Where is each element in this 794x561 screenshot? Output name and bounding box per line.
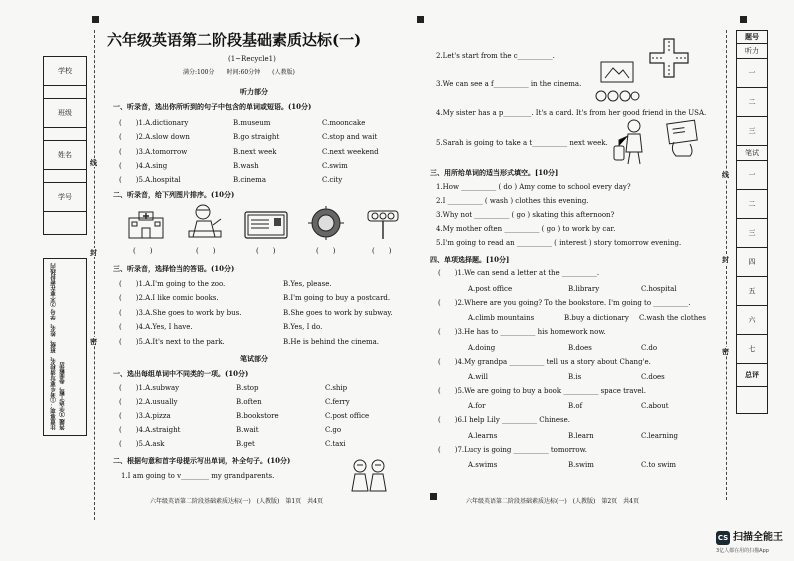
choice-row[interactable]: ( )2.A.slow down (119, 133, 190, 141)
option-c: C.ferry (325, 398, 350, 406)
written-heading: 笔试部分 (240, 354, 268, 363)
option-b: B.bookstore (236, 412, 279, 420)
info-label-class: 班级 (43, 98, 87, 128)
info-label-id: 学号 (43, 182, 87, 212)
fill-sentence[interactable]: 5.Sarah is going to take a t__________ next week. (436, 139, 608, 147)
postcard-icon (244, 211, 288, 239)
option-c: C.wash the clothes (639, 314, 706, 322)
corner-mark (417, 16, 424, 23)
option-b: B.He is behind the cinema. (283, 338, 380, 346)
corner-mark (740, 16, 747, 23)
option-b: B.swim (568, 461, 594, 469)
total-score-field[interactable] (736, 386, 768, 414)
choice-row[interactable]: ( )3.A.She goes to work by bus. (119, 309, 242, 317)
option-a: A.climb mountains (468, 314, 535, 322)
seal-line-right (726, 30, 727, 500)
seal-char: 密 (722, 347, 729, 356)
mc-question[interactable]: ( )7.Lucy is going __________ tomorrow. (438, 446, 587, 454)
score-row-label: 听力 (736, 43, 768, 59)
section-7-title: 四、单项选择题。[10分] (430, 255, 510, 264)
picture-answer-bracket[interactable]: ( ) (196, 247, 216, 255)
choice-row[interactable]: ( )1.A.subway (119, 384, 180, 392)
picture-answer-bracket[interactable]: ( ) (256, 247, 276, 255)
choice-row[interactable]: ( )2.A.I like comic books. (119, 294, 219, 302)
mc-question[interactable]: ( )1.We can send a letter at the __________. (438, 269, 600, 277)
option-b: B.library (568, 285, 600, 293)
grandparents-icon (347, 457, 391, 493)
choice-row[interactable]: ( )3.A.tomorrow (119, 148, 188, 156)
crossroads-icon (649, 38, 689, 78)
option-c: C.post office (325, 412, 370, 420)
fill-sentence[interactable]: 5.I'm going to read an __________ ( interest ) story tomorrow evening. (436, 239, 682, 247)
option-b: B.Yes, please. (283, 280, 332, 288)
choice-row[interactable]: ( )1.A.dictionary (119, 119, 189, 127)
seal-char: 封 (722, 255, 729, 264)
option-b: B.does (568, 344, 592, 352)
option-b: B.often (236, 398, 262, 406)
mc-question[interactable]: ( )3.He has to __________ his homework now. (438, 328, 606, 336)
option-b: B.is (568, 373, 582, 381)
option-b: B.stop (236, 384, 259, 392)
option-a: A.for (468, 402, 486, 410)
choice-row[interactable]: ( )5.A.hospital (119, 176, 181, 184)
option-c: C.swim (322, 162, 348, 170)
score-row-label: 四 (736, 247, 768, 277)
option-c: C.learning (641, 432, 678, 440)
option-b: B.museum (233, 119, 271, 127)
mc-question[interactable]: ( )6.I help Lily __________ Chinese. (438, 416, 570, 424)
option-b: B.wait (236, 426, 259, 434)
option-a: A.doing (468, 344, 496, 352)
scanner-logo-icon: CS (716, 531, 730, 545)
option-a: A.swims (468, 461, 498, 469)
seal-char: 线 (722, 170, 729, 179)
fill-sentence[interactable]: 1.I am going to v________ my grandparents. (121, 472, 275, 480)
mooncake-icon (306, 205, 346, 241)
name-field[interactable] (43, 168, 87, 183)
option-a: A.will (468, 373, 488, 381)
option-b: B.learn (568, 432, 594, 440)
choice-row[interactable]: ( )5.A.ask (119, 440, 165, 448)
corner-mark (430, 493, 437, 500)
option-b: B.go straight (233, 133, 280, 141)
section-1-title: 一、听录音，选出你所听到的句子中包含的单词或短语。(10分) (113, 102, 312, 111)
option-b: B.of (568, 402, 583, 410)
seal-line-left (94, 30, 95, 520)
picture-answer-bracket[interactable]: ( ) (316, 247, 336, 255)
postcard-hand-icon (664, 118, 700, 158)
score-row-label: 三 (736, 218, 768, 248)
choice-row[interactable]: ( )4.A.sing (119, 162, 168, 170)
fill-sentence[interactable]: 4.My sister has a p________. It's a card. It's from her good friend in the USA. (436, 109, 707, 117)
section-6-title: 三、用所给单词的适当形式填空。[10分] (430, 168, 559, 177)
option-b: B.I'm going to buy a postcard. (283, 294, 391, 302)
option-c: C.do (641, 344, 658, 352)
score-row-label: 七 (736, 334, 768, 364)
scanner-app-name: 扫描全能王 (733, 532, 783, 543)
score-row-label: 一 (736, 58, 768, 88)
option-c: C.mooncake (322, 119, 366, 127)
option-b: B.get (236, 440, 255, 448)
hospital-icon (125, 208, 167, 240)
info-label-name: 姓名 (43, 140, 87, 170)
picture-answer-bracket[interactable]: ( ) (133, 247, 153, 255)
score-row-label: 五 (736, 276, 768, 306)
option-b: B.buy a dictionary (564, 314, 629, 322)
choice-row[interactable]: ( )3.A.pizza (119, 412, 171, 420)
option-c: C.taxi (325, 440, 346, 448)
fill-sentence[interactable]: 2.Let's start from the c__________. (436, 52, 555, 60)
score-row-label: 一 (736, 160, 768, 190)
id-field[interactable] (43, 210, 87, 235)
score-row-label: 二 (736, 87, 768, 117)
exam-meta: 满分:100分 时间:60分钟 (人教版) (183, 69, 295, 76)
class-field[interactable] (43, 126, 87, 141)
fill-sentence[interactable]: 3.We can see a f__________ in the cinema. (436, 80, 582, 88)
fill-sentence[interactable]: 4.My mother often __________ ( go ) to work by car. (436, 225, 616, 233)
mc-question[interactable]: ( )5.We are going to buy a book __________ space travel. (438, 387, 647, 395)
option-a: A.post office (468, 285, 513, 293)
option-b: B.next week (233, 148, 277, 156)
score-row-label: 笔试 (736, 145, 768, 161)
option-c: C.to swim (641, 461, 677, 469)
option-b: B.She goes to work by subway. (283, 309, 393, 317)
option-c: C.city (322, 176, 343, 184)
film-screen-icon (593, 60, 641, 104)
choice-row[interactable]: ( )1.A.I'm going to the zoo. (119, 280, 226, 288)
fill-sentence[interactable]: 3.Why not __________ ( go ) skating this afternoon? (436, 211, 615, 219)
picture-answer-bracket[interactable]: ( ) (372, 247, 392, 255)
school-field[interactable] (43, 84, 87, 99)
exam-notes: 注意事项：①考生要写清校名、班级、姓名、学号 ②不要在密封线内答题 ③字迹工整，卷面整洁 (51, 263, 66, 430)
traveler-icon (612, 118, 652, 166)
seal-char: 线 (90, 158, 97, 167)
score-row-label: 三 (736, 116, 768, 146)
choice-row[interactable]: ( )2.A.usually (119, 398, 178, 406)
choice-row[interactable]: ( )4.A.straight (119, 426, 181, 434)
page-footer: 六年级英语第二阶段基础素质达标(一) (人教版) 第2页 共4页 (466, 498, 639, 505)
score-row-label: 六 (736, 305, 768, 335)
option-b: B.wash (233, 162, 259, 170)
page-footer: 六年级英语第二阶段基础素质达标(一) (人教版) 第1页 共4页 (150, 498, 323, 505)
student-writing-icon (185, 203, 225, 241)
mc-question[interactable]: ( )2.Where are you going? To the bookstore. I'm going to __________. (438, 299, 691, 307)
score-table-header: 题号 (736, 30, 768, 44)
option-c: C.ship (325, 384, 348, 392)
option-c: C.does (641, 373, 665, 381)
option-c: C.next weekend (322, 148, 379, 156)
choice-row[interactable]: ( )5.A.It's next to the park. (119, 338, 225, 346)
option-b: B.cinema (233, 176, 266, 184)
seal-char: 封 (90, 248, 97, 257)
info-label-school: 学校 (43, 56, 87, 86)
option-a: A.learns (468, 432, 498, 440)
option-c: C.go (325, 426, 342, 434)
scanner-tagline: 3亿人都在用的扫描App (716, 548, 769, 554)
score-row-label: 总评 (736, 363, 768, 387)
listening-heading: 听力部分 (240, 87, 268, 96)
traffic-light-icon (366, 209, 400, 241)
option-c: C.about (641, 402, 669, 410)
corner-mark (92, 16, 99, 23)
fill-sentence[interactable]: 2.I __________ ( wash ) clothes this evening. (436, 197, 589, 205)
mc-question[interactable]: ( )4.My grandpa __________ tell us a story about Chang'e. (438, 358, 651, 366)
score-row-label: 二 (736, 189, 768, 219)
section-2-title: 二、听录音，给下列图片排序。(10分) (113, 190, 235, 199)
option-c: C.stop and wait (322, 133, 378, 141)
section-5-title: 二、根据句意和首字母提示写出单词，补全句子。(10分) (113, 456, 291, 465)
option-c: C.hospital (641, 285, 677, 293)
seal-char: 密 (90, 337, 97, 346)
choice-row[interactable]: ( )4.A.Yes, I have. (119, 323, 193, 331)
page-title: 六年级英语第二阶段基础素质达标(一) (107, 31, 362, 49)
fill-sentence[interactable]: 1.How __________ ( do ) Amy come to school every day? (436, 183, 631, 191)
option-b: B.Yes, I do. (283, 323, 323, 331)
section-4-title: 一、选出每组单词中不同类的一项。(10分) (113, 369, 249, 378)
page-subtitle: (1~Recycle1) (228, 55, 276, 63)
section-3-title: 三、听录音，选择恰当的答语。(10分) (113, 264, 235, 273)
